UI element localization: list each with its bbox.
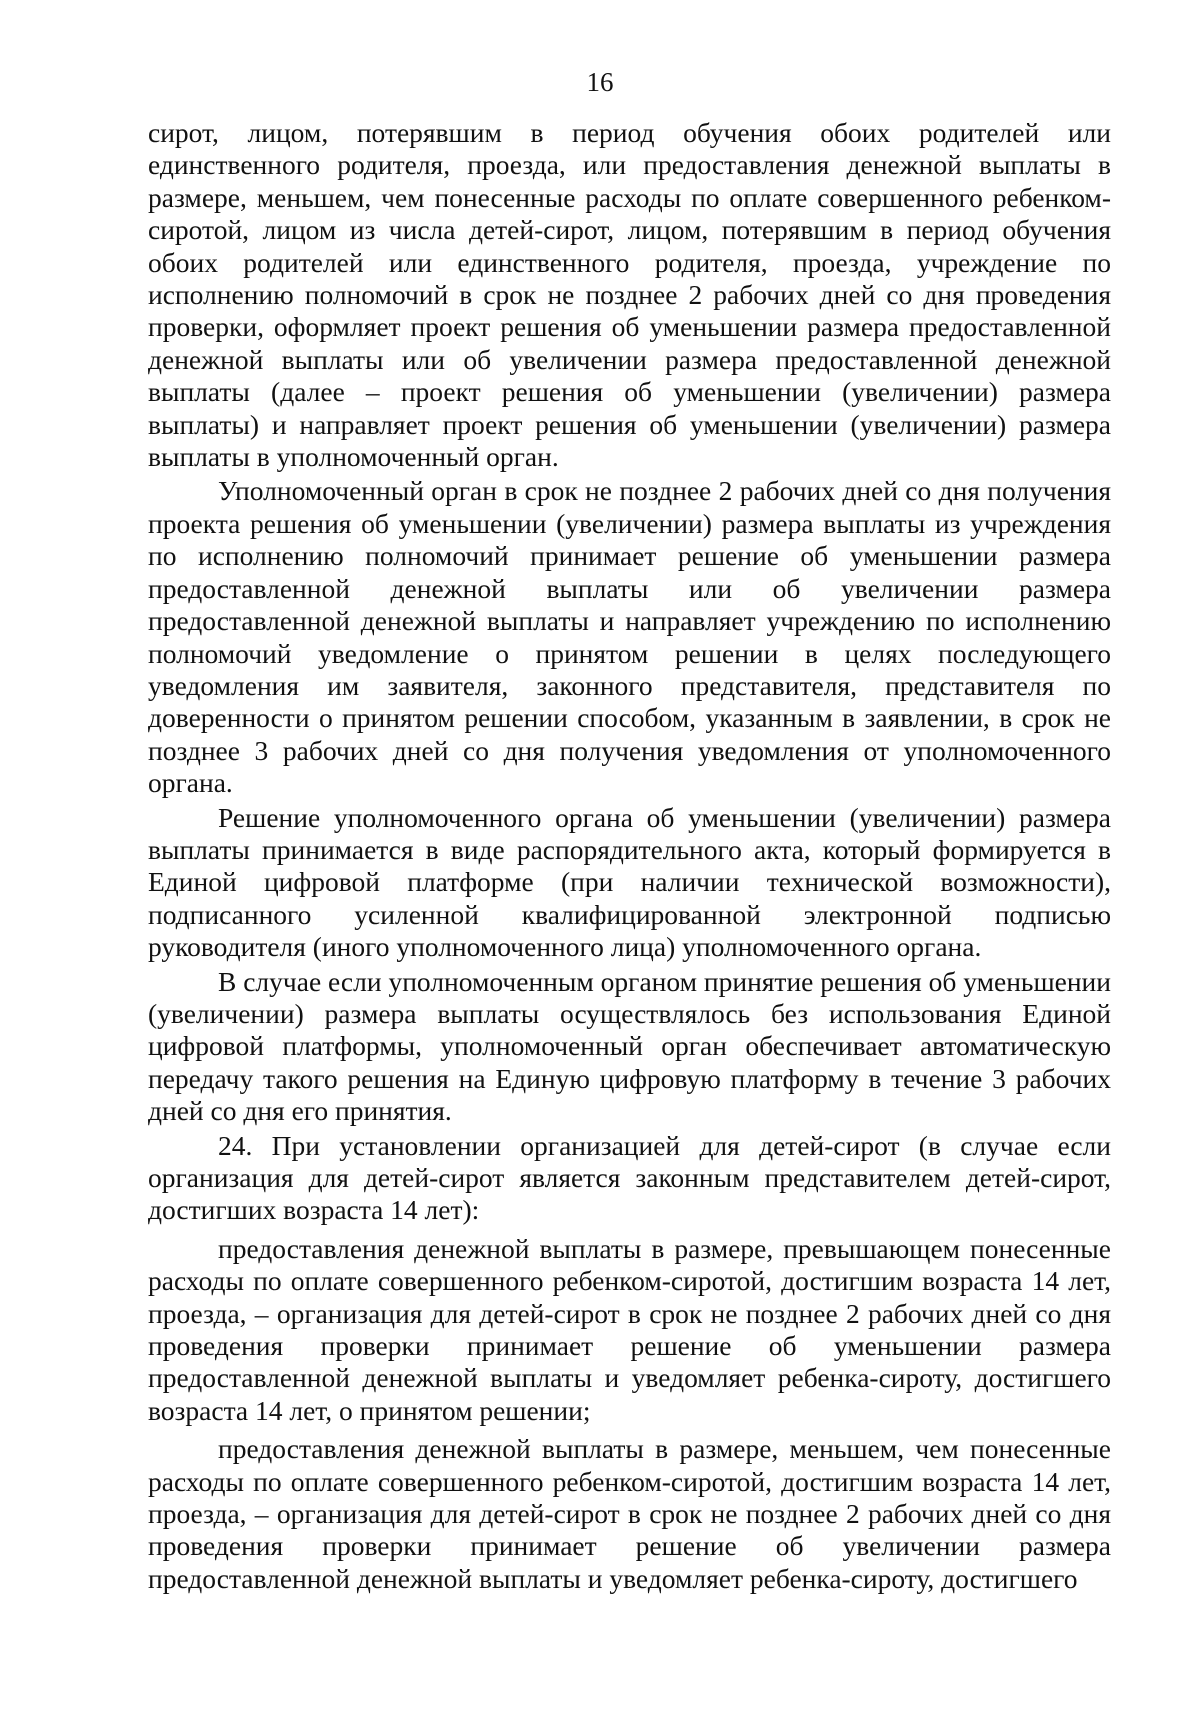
paragraph-decision-form: Решение уполномоченного органа об уменьшении (увеличении) размера выплаты принимается в виде распорядительного акта, который формируется в Единой цифровой платформе (при наличии технической возможности), подписанного усиленной квалифицированной электронной подписью руководителя (иного уполномоченного лица) уполномоченного органа.	[148, 801, 1111, 963]
paragraph-continuation: сирот, лицом, потерявшим в период обучения обоих родителей или единственного родителя, проезда, или предоставления денежной выплаты в размере, меньшем, чем понесенные расходы по оплате совершенного ребенком-сиротой, лицом из числа детей-сирот, лицом, потерявшим в период обучения обоих родителей или единственного родителя, проезда, учреждение по исполнению полномочий в срок не позднее 2 рабочих дней со дня проведения проверки, оформляет проект решения об уменьшении размера предоставленной денежной выплаты или об увеличении размера предоставленной денежной выплаты (далее – проект решения об уменьшении (увеличении) размера выплаты) и направляет проект решения об уменьшении (увеличении) размера выплаты в уполномоченный орган.	[148, 117, 1111, 473]
paragraph-excess-payment: предоставления денежной выплаты в размере, превышающем понесенные расходы по оплате совершенного ребенком-сиротой, достигшим возраста 14 лет, проезда, – организация для детей-сирот в срок не позднее 2 рабочих дней со дня проведения проверки принимает решение об уменьшении размера предоставленной денежной выплаты и уведомляет ребенка-сироту, достигшего возраста 14 лет, о принятом решении;	[148, 1232, 1111, 1426]
paragraph-authorized-body-decision: Уполномоченный орган в срок не позднее 2 рабочих дней со дня получения проекта решения об уменьшении (увеличении) размера выплаты из учреждения по исполнению полномочий принимает решение об уменьшении размера предоставленной денежной выплаты или об увеличении размера предоставленной денежной выплаты и направляет учреждению по исполнению полномочий уведомление о принятом решении в целях последующего уведомления им заявителя, законного представителя, представителя по доверенности о принятом решении способом, указанным в заявлении, в срок не позднее 3 рабочих дней со дня получения уведомления от уполномоченного органа.	[148, 475, 1111, 799]
document-body	[148, 117, 1111, 1595]
page-number: 16	[586, 67, 614, 97]
paragraph-platform-transfer: В случае если уполномоченным органом принятие решения об уменьшении (увеличении) размера выплаты осуществлялось без использования Единой цифровой платформы, уполномоченный орган обеспечивает автоматическую передачу такого решения на Единую цифровую платформу в течение 3 рабочих дней со дня его принятия.	[148, 965, 1111, 1127]
paragraph-item-24: 24. При установлении организацией для детей-сирот (в случае если организация для детей-сирот является законным представителем детей-сирот, достигших возраста 14 лет):	[148, 1129, 1111, 1226]
paragraph-lesser-payment: предоставления денежной выплаты в размере, меньшем, чем понесенные расходы по оплате совершенного ребенком-сиротой, достигшим возраста 14 лет, проезда, – организация для детей-сирот в срок не позднее 2 рабочих дней со дня проведения проверки принимает решение об увеличении размера предоставленной денежной выплаты и уведомляет ребенка-сироту, достигшего	[148, 1433, 1111, 1594]
